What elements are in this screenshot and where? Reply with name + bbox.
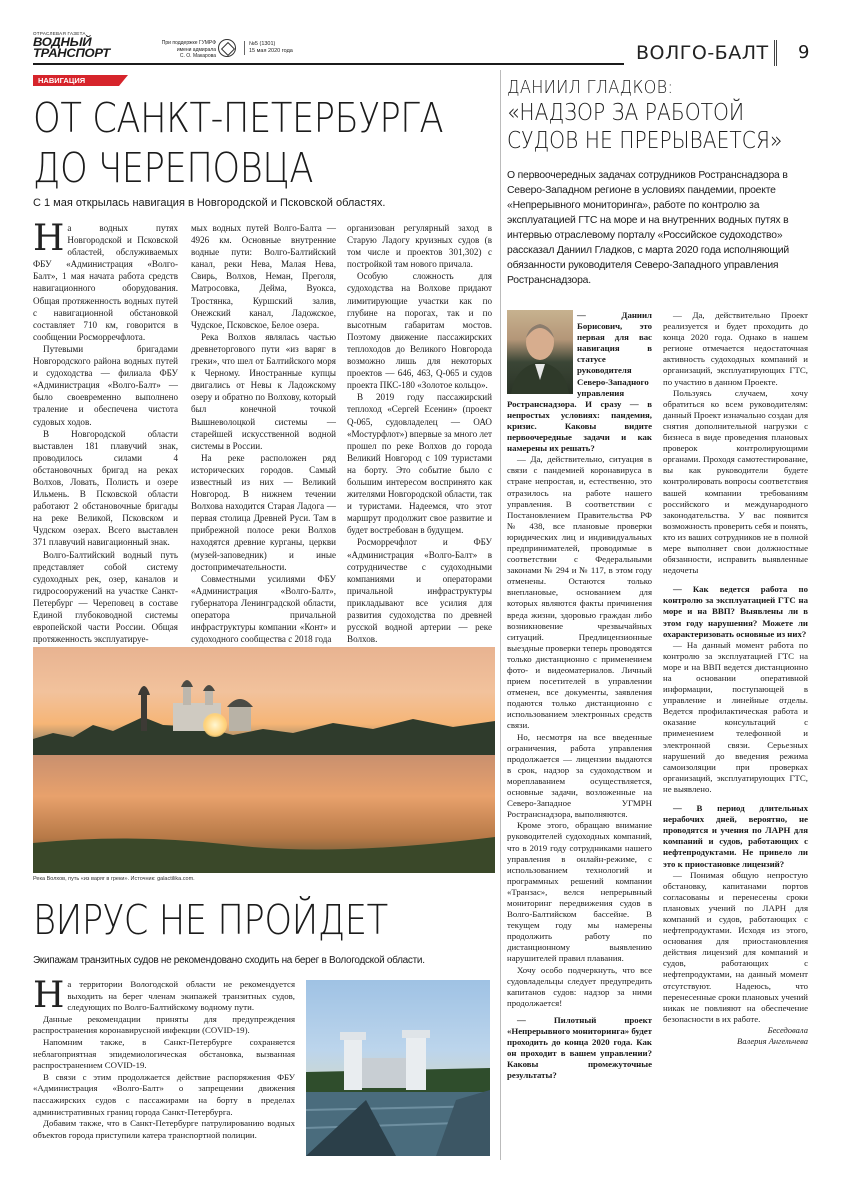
interview-answer: Но, несмотря на все введенные ограничения, работа управления продолжается — лицензии выдаются в срок, надзор за судоходством и мореплаванием осуществляется, основные задачи, возложенные на Северо-Западное УГМРН Ространснадзора, выполняются. (507, 731, 652, 820)
article-headline (33, 93, 444, 193)
section-title: ВОЛГО-БАЛТ (636, 42, 769, 64)
paragraph: В Новгородской области выставлен 181 плавучий знак, проводилось силами 4 обстановочных бригад на реках Волхов, Ловать, Полисть и озере Ильмень. В Псковской области работают 2 обстановочные бригады на реке Великой, Псковском и Чудском озерах. Всего выставлен 371 плавучий навигационный знак. (33, 428, 178, 548)
paragraph: В связи с этим продолжается действие распоряжения ФБУ «Администрация «Волго-Балт» о запрещении движения пассажирских судов с пассажирами на борту в пределах административных границ города Санкт-Петербурга. (33, 1071, 295, 1117)
interview-answer: Хочу особо подчеркнуть, что все судовладельцы следует предупредить капитанов судов: надзор за ними продолжается! (507, 964, 652, 1008)
interview-answer: — Понимая общую непростую обстановку, капитанами портов согласованы и перенесены сроки плановых учений по ЛАРН для компаний и судов, работающих с нефтепродуктами. Исходя из этого, основания для приостановления действия лицензий для компаний и судов, работающих с нефтепродуктами, на данный момент отсутствуют. Надеюсь, что перенесенные сроки плановых учений никак не повлияют на обеспечение безопасности в их работе. (663, 869, 808, 1024)
paragraph (33, 218, 178, 343)
interview-headline-line-1: «НАДЗОР ЗА РАБОТОЙ (507, 100, 745, 126)
paragraph: Росморречфлот и ФБУ «Администрация «Волго-Балт» в сотрудничестве с судоходными компаниями и операторами причальной инфраструктуры прикладывают все усилия для развития судоходства по древней русской водной артерии — реке Волхов. (347, 537, 492, 645)
paragraph-text: а территории Вологодской области не рекомендуется выходить на берег членам экипажей транзитных судов, следующих по Волго-Балтийскому водному пути. (67, 979, 295, 1013)
paragraph-text: а водных путях Новгородской и Псковской областей, обслуживаемых ФБУ «Администрация «Волго-Балт», 1 мая начата работа средств навигационного оборудования. Общая протяженность водных путей с навигационной обстановкой составляет 710 км, говорится в сообщении Росморречфлота. (33, 223, 178, 342)
page-number: 9 (798, 42, 810, 63)
article-2-body (33, 975, 295, 1141)
support-line-1: При поддержке ГУМРФ (161, 40, 216, 46)
interview-speaker: ДАНИИЛ ГЛАДКОВ: (507, 77, 674, 98)
landscape-illustration (33, 647, 495, 873)
interview-question: — Как ведется работа по контролю за эксплуатацией ГТС на море и на ВВП? Выявлены ли в этом году нарушения? Можете ли охарактеризовать основные из них? (663, 584, 808, 639)
drop-cap: Н (33, 218, 65, 259)
drop-cap: Н (33, 975, 65, 1016)
headline-line-1: ОТ САНКТ-ПЕТЕРБУРГА (33, 94, 444, 142)
interview-answer: Кроме этого, обращаю внимание руководителей судоходных компаний, что в 2019 году сотрудниками нашего управления в онлайн-режиме, с использованием технологий и программных решений компании «Транзас», велся непрерывный мониторинг передвижения судов в Волго-Балтийском бассейне. В текущем году мы намерены продолжить работу по дистанционному выявлению нарушителей правил плавания. (507, 820, 652, 964)
headline-line-2: ДО ЧЕРЕПОВЦА (33, 144, 314, 192)
byline-label: Беседовала (767, 1024, 808, 1035)
section-divider (774, 40, 777, 66)
river-sunset-photo (33, 647, 495, 873)
canal-lock-illustration (306, 980, 490, 1156)
support-line-3: С. О. Макарова (179, 53, 216, 59)
article-2-lead: Экипажам транзитных судов не рекомендовано сходить на берег в Вологодской области. (33, 955, 425, 966)
interview-answer: Пользуясь случаем, хочу обратиться ко всем руководителям: данный Проект изначально создан для снятия дополнительной нагрузки с бизнеса в виде проведения плановых проверок контролирующими органами. Проходя самотестирование, вы как руководители будете контролировать вопросы соответствия вашей компании требованиям российского и международного законодательства. У вас появится возможность проверить себя и понять, кто из ваших сотрудников не в полной мере выполняет свои должностные обязанности, исправить выявленные недочеты (663, 387, 808, 576)
logo-line-1: ВОДНЫЙ (33, 35, 92, 49)
interview-column-2 (663, 310, 808, 1047)
interview-answer: — На данный момент работа по контролю за эксплуатацией ГТС на море и на ВВП ведется дистанционно на основании оперативной информации, поступающей в управление и линейные отделы. Ведется профилактическая работа и оказание консультаций с применением телефонной и электронной связи. Серьезных нарушений до введения режима самоизоляции при проверках организаций, эксплуатирующих ГТС, не выявлено. (663, 639, 808, 794)
interview-column-1 (507, 310, 652, 1081)
paragraph: Волго-Балтийский водный путь представляет собой систему судоходных рек, озер, каналов и гидросооружений на участке Санкт-Петербург — Череповец в составе Единой глубоководной системы европейской части России. Общая протяженность эксплуатируе- (33, 549, 178, 645)
article-column-2 (191, 222, 336, 645)
interview-answer: — Да, действительно, ситуация в связи с пандемией коронавируса в стране непростая, и, естественно, это отразилось на работе нашего управления. В соответствии с Постановлением Правительства РФ № 438, все плановые проверки юридических лиц и индивидуальных предпринимателей, проводимые в соответствии с Федеральными законами № 294 и № 117, в этом году отменены. Остаются только внеплановые, основанием для которых являются факты причинения вреда жизни, здоровью граждан либо возникновение чрезвычайных ситуаций. Предлицензионные выездные проверки теперь проводятся только дистанционно с применением фото- и видеоматериалов. Личный прием посетителей в управлении отменен, все документы, заявления подаются только дистанционно с использованием электронных средств связи. (507, 454, 652, 731)
paragraph: Добавим также, что в Санкт-Петербурге патрулированию водных объектов города приступили катера транспортной полиции. (33, 1118, 295, 1140)
paragraph: Особую сложность для судоходства на Волхове придают лимитирующие участки как по глубине на порогах, так и по высотным габаритам мостов. Поэтому движение пассажирских теплоходов до Великого Новгорода возможно лишь для некоторых проектов — 646, 463, Q-065 и судов проекта ПКС-180 «Золотое кольцо». (347, 271, 492, 391)
column-divider (500, 70, 501, 1160)
interview-lead: О первоочередных задачах сотрудников Ространснадзора в Северо-Западном регионе в условиях пандемии, проекте «Непрерывного мониторинга», работе по контролю за эксплуатацией ГТС на море и на внутренних водных путях в интервью отраслевому порталу «Российское судоходство» рассказал Даниил Гладков, с марта 2020 года исполняющий обязанности руководителя Северо-Западного управления Ространснадзора. (507, 170, 789, 286)
sun-glow (203, 713, 227, 737)
support-line-2: имени адмирала (176, 46, 216, 53)
paragraph: Совместными усилиями ФБУ «Администрация «Волго-Балт», губернатора Ленинградской области, оператора причальной инфраструктуры компании «Конт» и судоходного сообщества с 2018 года (191, 573, 336, 645)
newspaper-logo (33, 37, 113, 59)
paragraph: Данные рекомендации приняты для предупреждения распространения коронавирусной инфекции (COVID-19). (33, 1013, 295, 1036)
article-lead: С 1 мая открылась навигация в Новгородской и Псковской областях. (33, 197, 386, 209)
paragraph: На реке расположен ряд исторических городов. Самый известный из них — Великий Новгород. В нижнем течении Волхова находится Старая Ладога — первая столица Древней Руси. Там в прибрежной полосе реки Волхов находятся древние курганы, церкви (музей-заповедник) и иные достопримечательности. (191, 452, 336, 572)
interview-question: — Даниил Борисович, это первая для вас навигация в статусе руководителя Северо-Западного управления Ространснадзора. И сразу — в непростых условиях: пандемия, кризис. Каковы видите первоочередные задачи и как намерены их решать? (507, 310, 652, 454)
interview-question: — Пилотный проект «Непрерывного мониторинга» будет проходить до конца 2020 года. Как он проходит в вашем управлении? Каковы промежуточные результаты? (507, 1014, 652, 1081)
photo-caption: Река Волхов, путь «из варяг в греки». Источник: galactilika.com. (33, 876, 195, 882)
paragraph: Напомним также, в Санкт-Петербурге сохраняется неблагоприятная эпидемиологическая обстановка, вызванная распространением COVID-19. (33, 1036, 295, 1071)
header-rule (33, 63, 624, 65)
interview-headline (507, 99, 806, 155)
interview-answer: — Да, действительно Проект реализуется и будет проходить до конца 2020 года. Однако в нашем регионе отмечается недостаточная активность судоходных компаний и организаций, эксплуатирующих ГТС, по участию в данном Проекте. (663, 310, 808, 387)
logo-tagline: ОТРАСЛЕВАЯ ГАЗЕТА (33, 31, 86, 36)
paragraph: В 2019 году пассажирский теплоход «Сергей Есенин» (проект Q-065, судовладелец — ОАО «Мостурфлот») впервые за много лет прошел по реке Волхов до города Великий Новгород с 109 туристами на борту. Это событие было с большим интересом воспринято как жителями Новгородской области, так и туристами. Надеемся, что этот маршрут продолжит свое развитие и будет востребован в будущем. (347, 392, 493, 536)
interview-question: — В период длительных нерабочих дней, вероятно, не проводятся и учения по ЛАРН для компаний и судов, работающих с нефтепродуктами. Не привело ли это к приостановке лицензий? (663, 803, 808, 869)
canal-lock-photo (306, 980, 490, 1156)
support-note (150, 40, 216, 60)
speaker-portrait (507, 310, 573, 394)
issue-info (244, 41, 314, 55)
article-column-3 (347, 222, 492, 645)
article-column-1 (33, 218, 178, 645)
paragraph: организован регулярный заход в Старую Ладогу круизных судов (в том числе и проектов 301,302) с постройкой там нового причала. (347, 223, 492, 270)
interview-headline-line-2: СУДОВ НЕ ПРЕРЫВАЕТСЯ» (507, 128, 783, 154)
issue-date: 15 мая 2020 года (249, 48, 293, 54)
rubric-tag: НАВИГАЦИЯ (33, 75, 119, 86)
paragraph: мых водных путей Волго-Балта — 4926 км. Основные внутренние водные пути: Волго-Балтийский канал, реки Нева, Малая Нева, Свирь, Волхов, Неман, Преголя, Матросовка, Дейма, Вуокса, Тростянка, Куршский залив, Онежский канал, Ладожское, Чудское, Псковское, Белое озера. (191, 223, 336, 330)
paragraph: Река Волхов являлась частью древнеторгового пути «из варяг в греки», что шел от Балтийского моря к Черному. Иностранные купцы двигались от Невы к Ладожскому озеру и обратно по Волхову, который был конечной точкой Вышневолоцкой системы — старейшей искусственной водной системы в России. (191, 331, 336, 451)
portrait-illustration (507, 310, 573, 394)
logo-line-2: ТРАНСПОРТ (33, 46, 110, 60)
paragraph: Путевыми бригадами Новгородского района водных путей и судоходства — филиала ФБУ «Администрация «Волго-Балт» — было своевременно выполнено траление и обеспечена чистота судовых ходов. (33, 343, 178, 427)
issue-number: №5 (1301) (249, 41, 276, 47)
article-2-headline: ВИРУС НЕ ПРОЙДЕТ (33, 896, 388, 944)
university-emblem-icon (218, 39, 236, 57)
byline-author: Валерия Ангельчева (737, 1036, 808, 1046)
paragraph (33, 975, 295, 1016)
